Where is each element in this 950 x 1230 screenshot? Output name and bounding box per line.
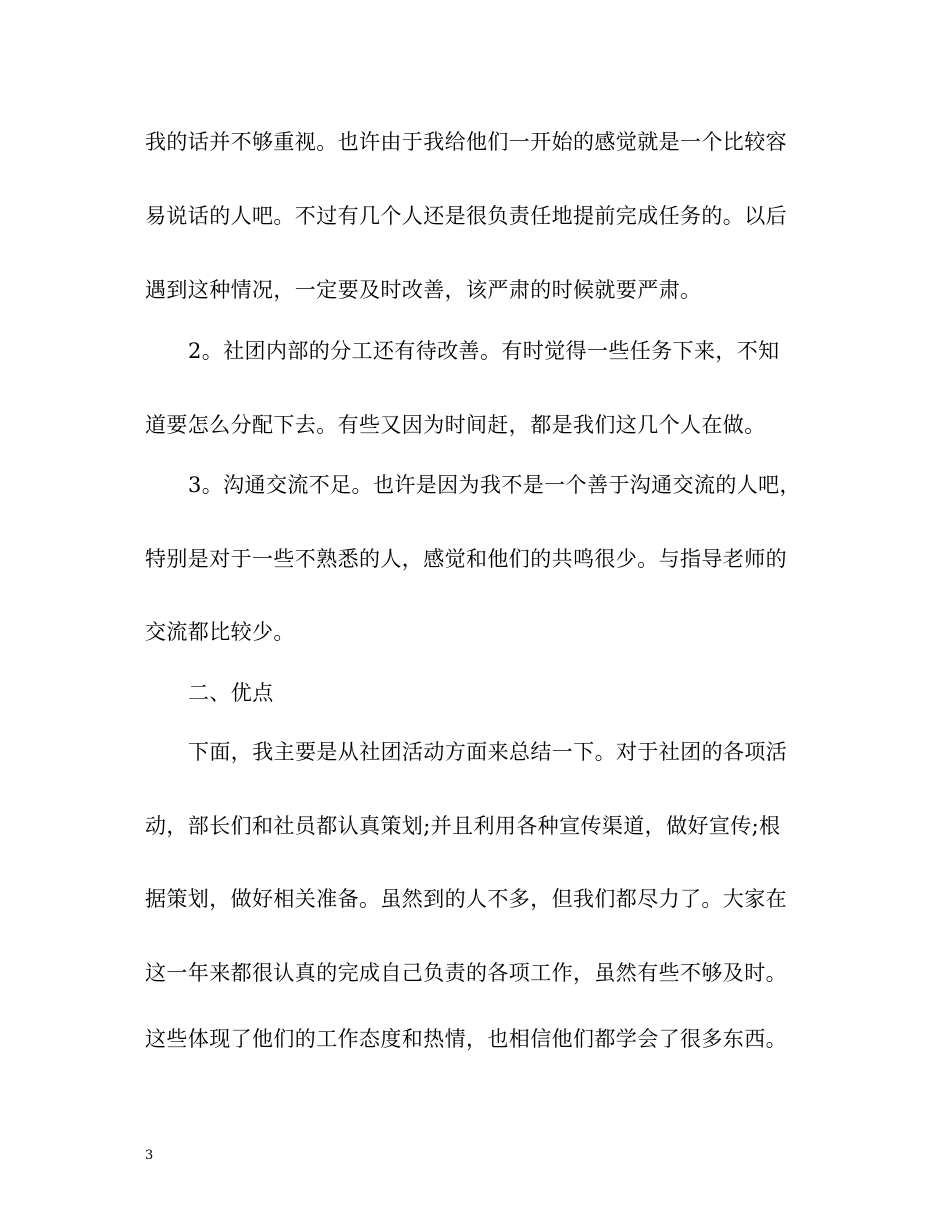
text-line: 易说话的人吧。不过有几个人还是很负责任地提前完成任务的。以后 — [145, 204, 787, 228]
text-line: 道要怎么分配下去。有些又因为时间赶，都是我们这几个人在做。 — [145, 413, 766, 437]
text-line: 这些体现了他们的工作态度和热情，也相信他们都学会了很多东西。 — [145, 1027, 787, 1051]
text-line: 特别是对于一些不熟悉的人，感觉和他们的共鸣很少。与指导老师的 — [145, 547, 787, 571]
text-line: 我的话并不够重视。也许由于我给他们一开始的感觉就是一个比较容 — [145, 130, 787, 154]
text-line: 交流都比较少。 — [145, 620, 295, 644]
text-line: 遇到这种情况，一定要及时改善，该严肃的时候就要严肃。 — [145, 278, 702, 302]
text-line: 据策划，做好相关准备。虽然到的人不多，但我们都尽力了。大家在 — [145, 887, 787, 911]
text-line: 动，部长们和社员都认真策划;并且利用各种宣传渠道，做好宣传;根 — [145, 814, 781, 838]
text-line: 这一年来都很认真的完成自己负责的各项工作，虽然有些不够及时。 — [145, 961, 787, 985]
section-heading: 二、优点 — [188, 681, 274, 705]
paragraph-first-line: 2。社团内部的分工还有待改善。有时觉得一些任务下来，不知 — [188, 339, 780, 363]
page-number: 3 — [145, 1148, 154, 1163]
paragraph-first-line: 下面，我主要是从社团活动方面来总结一下。对于社团的各项活 — [188, 740, 788, 764]
paragraph-first-line: 3。沟通交流不足。也许是因为我不是一个善于沟通交流的人吧， — [188, 473, 801, 497]
